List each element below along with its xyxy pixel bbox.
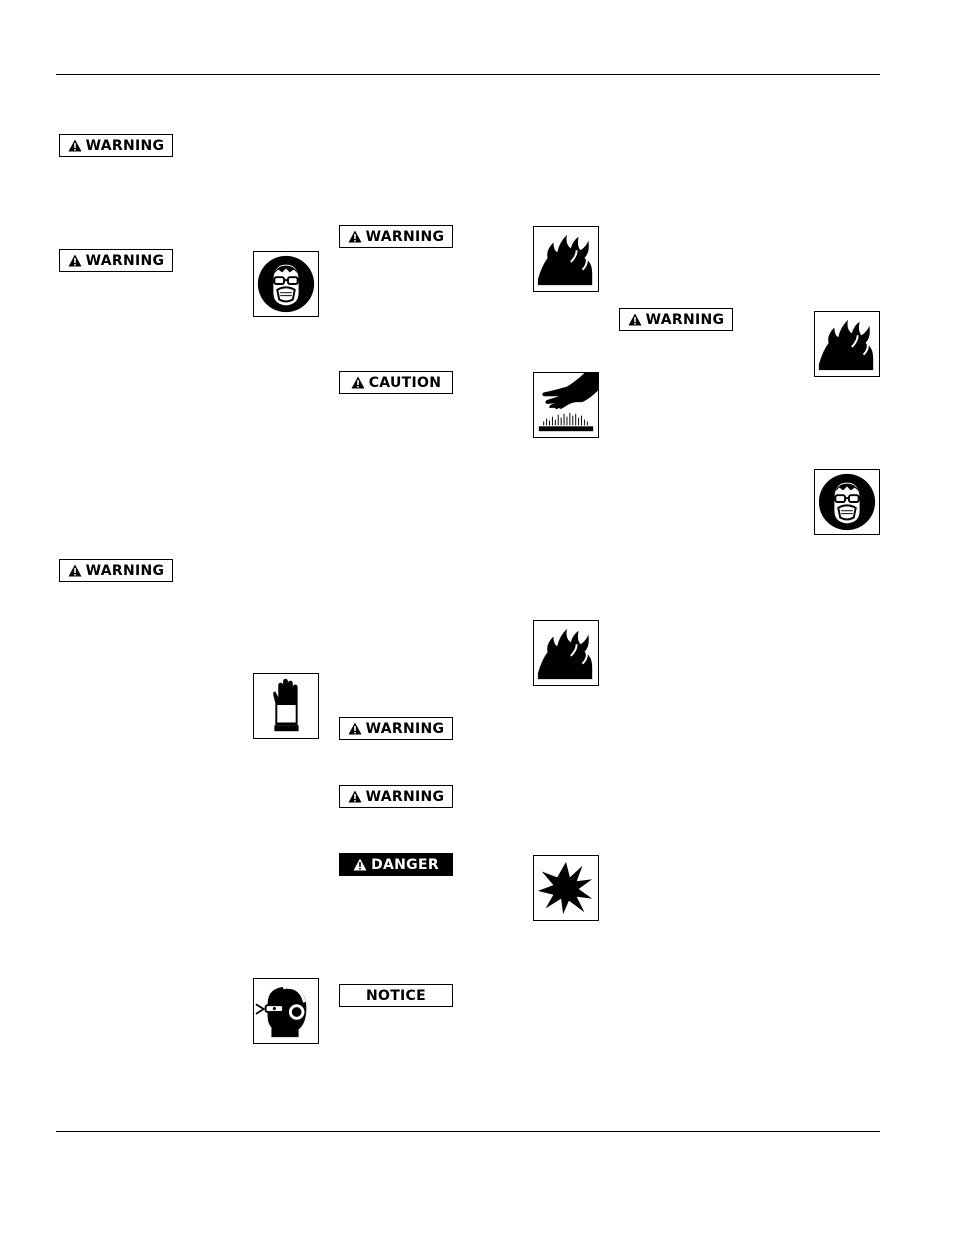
warning-label	[59, 134, 173, 157]
warning-triangle-icon	[351, 376, 365, 389]
top-rule	[56, 74, 880, 75]
notice-label	[339, 984, 453, 1007]
fire-flame-icon	[533, 620, 599, 686]
warning-label	[339, 785, 453, 808]
danger-label	[339, 853, 453, 876]
bottom-rule	[56, 1131, 880, 1132]
warning-label	[339, 225, 453, 248]
warning-label	[59, 559, 173, 582]
warning-triangle-icon	[348, 790, 362, 803]
fire-flame-icon	[533, 226, 599, 292]
protective-glove-icon	[253, 673, 319, 739]
hot-surface-hand-icon	[533, 372, 599, 438]
respirator-goggles-icon	[253, 251, 319, 317]
warning-label-text: WARNING	[365, 788, 445, 805]
warning-label	[619, 308, 733, 331]
warning-label-text: WARNING	[365, 720, 445, 737]
warning-triangle-icon	[348, 230, 362, 243]
warning-label	[59, 249, 173, 272]
warning-triangle-icon	[628, 313, 642, 326]
warning-label-text: WARNING	[365, 228, 445, 245]
warning-triangle-icon	[68, 564, 82, 577]
warning-label-text: WARNING	[85, 252, 165, 269]
warning-triangle-icon	[353, 858, 367, 871]
warning-label-text: WARNING	[85, 562, 165, 579]
explosion-icon	[533, 855, 599, 921]
caution-label-text: CAUTION	[368, 374, 442, 391]
ear-eye-protection-icon	[253, 978, 319, 1044]
warning-label	[339, 717, 453, 740]
warning-label-text: WARNING	[85, 137, 165, 154]
warning-triangle-icon	[68, 254, 82, 267]
notice-label-text: NOTICE	[365, 987, 426, 1004]
caution-label	[339, 371, 453, 394]
fire-flame-icon	[814, 311, 880, 377]
warning-triangle-icon	[68, 139, 82, 152]
warning-triangle-icon	[348, 722, 362, 735]
warning-label-text: WARNING	[645, 311, 725, 328]
respirator-goggles-icon	[814, 469, 880, 535]
danger-label-text: DANGER	[371, 856, 439, 873]
